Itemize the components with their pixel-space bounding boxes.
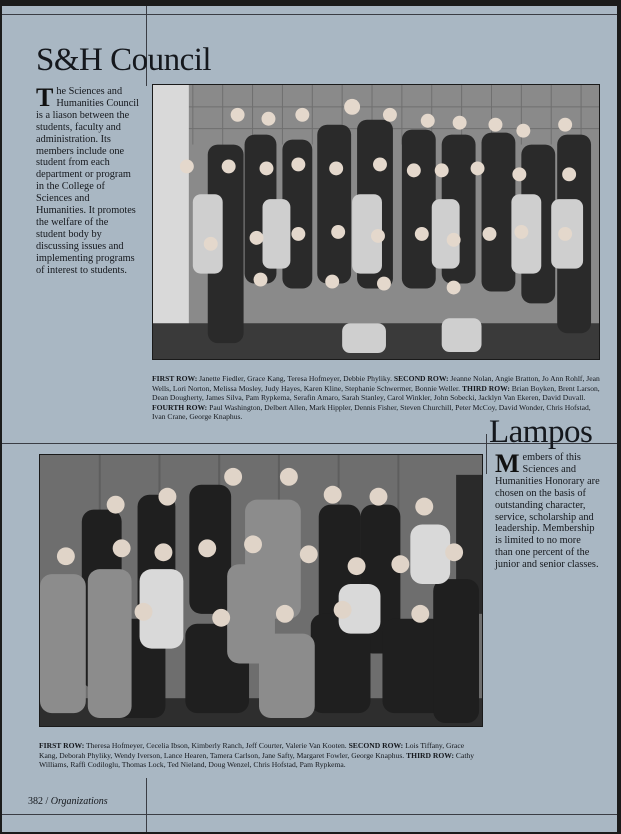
section-name: Organizations [50,796,108,807]
sh-intro-text: he Sciences and Humanities Council is a liason between the students, faculty and administration. Its members include one student from each department or program in the College of Sciences and Humanities. It promotes the welfare of the student body by discussing issues and implementing programs of interest to students. [36,86,139,276]
folio-separator: / [43,796,51,807]
bottom-rule [2,814,617,815]
sh-caption-row3-names: Brian Boyken, Brent Larson, Dean Dougherty, James Silva, Pam Rypkema, Serafin Amaro, Sarah Stanley, Carol Winkler, John Sobecki, Jacklyn Van Ekeren, David Duvall. [152,383,600,403]
sh-council-intro [36,83,140,277]
lampos-caption-row2-names: Lois Tiffany, Grace Kang, Deborah Phyliky, Wendy Iverson, Lance Hearen, Tamera Carlson, Jane Safty, Margaret Fowler, George Knaphus. [39,741,465,760]
lampos-title: Lampos [489,414,593,450]
yearbook-page [2,6,617,832]
sh-caption-row2-names: Jeanne Nolan, Angie Bratton, Jo Ann Rohlf, Jean Wells, Lori Norton, Melissa Mosley, Judy Hayes, Karen Kline, Stephanie Schwermer, Bonnie Weller. [152,374,600,393]
sh-caption-row1-label: FIRST ROW: [152,374,198,383]
sh-council-title: S&H Council [36,42,212,78]
sh-caption-row4-names: Paul Washington, Delbert Allen, Mark Hippler, Dennis Fisher, Steven Churchill, Peter McCoy, David Wonder, Chris Hofstad, Ivan Crane, George Knaphus. [152,402,591,422]
lampos-caption-row1-label: FIRST ROW: [39,741,85,750]
page-number: 382 [28,796,43,807]
sh-council-group-photo [152,84,600,360]
sh-caption-row4-label: FOURTH ROW: [152,402,208,412]
lampos-caption-row1-names: Theresa Hofmeyer, Cecelia Ibson, Kimberly Ranch, Jeff Courter, Valerie Van Kooten. [84,741,349,750]
lampos-intro [495,449,601,571]
lampos-dropcap: M [495,449,520,478]
lampos-caption-row3-label: THIRD ROW: [406,750,454,760]
top-rule [2,14,617,15]
lampos-caption [39,741,483,770]
lampos-caption-row2-label: SECOND ROW: [348,741,404,750]
sh-caption-row1-names: Janette Fiedler, Grace Kang, Teresa Hofmeyer, Debbie Phyliky. [197,374,394,383]
sh-caption-row2-label: SECOND ROW: [393,374,449,383]
lampos-group-photo [39,454,483,727]
middle-vertical-rule [486,434,487,474]
lampos-caption-row3-names: Cathy Williams, Raffi Codiloglu, Thomas Lock, Ted Nieland, Doug Wenzel, Chris Hofstad, Pam Rypkema. [39,750,475,770]
page-folio [28,796,108,807]
sh-caption-row3-label: THIRD ROW: [461,383,510,393]
lampos-intro-text: embers of this Sciences and Humanities Honorary are chosen on the basis of outstanding character, service, scholarship and leadership. Membership is limited to no more than one percent of the junior and senior classes. [495,452,600,571]
bottom-vertical-rule [146,778,147,832]
sh-dropcap: T [36,83,54,112]
